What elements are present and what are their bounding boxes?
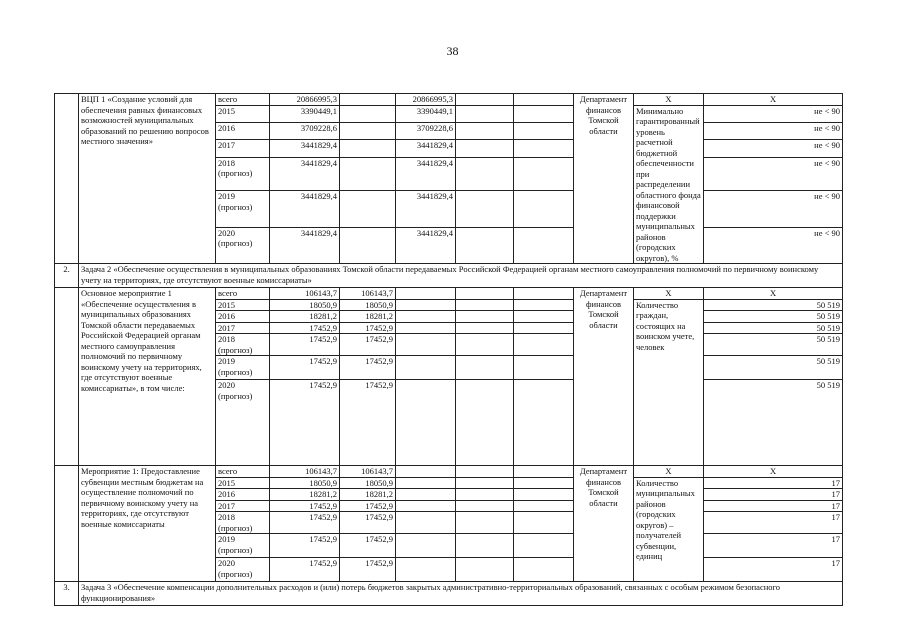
- task-text: Задача 2 «Обеспечение осуществления в муниципальных образованиях Томской области передаваемых Российской Федерацией органам местного самоуправления полномочий по первичному воинскому учету на территориях, где отсутствуют военные комиссариаты»: [79, 264, 843, 288]
- total-cell: 17452,9: [270, 380, 340, 466]
- year-cell: 2017: [216, 500, 270, 512]
- measure-name: Мероприятие 1: Предоставление субвенции местным бюджетам на осуществление полномочий по первичному воинскому учету на территориях, где отсутствуют военные комиссариаты: [79, 466, 216, 582]
- fed-budget-cell: 17452,9: [340, 512, 396, 534]
- indicator-header: X: [634, 94, 704, 106]
- indicator-value: 50 519: [704, 380, 843, 466]
- local-budget-cell: [456, 500, 514, 512]
- year-cell: 2015: [216, 477, 270, 489]
- year-cell: 2018 (прогноз): [216, 157, 270, 190]
- indicator-value: 17: [704, 534, 843, 558]
- local-budget-cell: [456, 489, 514, 501]
- indicator-value: не < 90: [704, 191, 843, 227]
- reg-budget-cell: 20866995,3: [396, 94, 456, 106]
- local-budget-cell: [456, 191, 514, 227]
- reg-budget-cell: [396, 489, 456, 501]
- fed-budget-cell: [340, 122, 396, 139]
- year-cell: 2017: [216, 322, 270, 334]
- other-cell: [514, 489, 574, 501]
- reg-budget-cell: 3441829,4: [396, 140, 456, 157]
- fed-budget-cell: [340, 94, 396, 106]
- local-budget-cell: [456, 466, 514, 478]
- local-budget-cell: [456, 534, 514, 558]
- row-number: [55, 288, 79, 466]
- local-budget-cell: [456, 299, 514, 311]
- other-cell: [514, 94, 574, 106]
- indicator-value: 17: [704, 477, 843, 489]
- indicator-value: не < 90: [704, 227, 843, 263]
- year-cell: 2016: [216, 122, 270, 139]
- reg-budget-cell: 3441829,4: [396, 191, 456, 227]
- other-cell: [514, 380, 574, 466]
- indicator-value: 17: [704, 500, 843, 512]
- total-cell: 3441829,4: [270, 157, 340, 190]
- total-cell: 17452,9: [270, 500, 340, 512]
- total-cell: 17452,9: [270, 558, 340, 582]
- indicator-value: не < 90: [704, 157, 843, 190]
- fed-budget-cell: 17452,9: [340, 534, 396, 558]
- other-cell: [514, 334, 574, 356]
- total-cell: 17452,9: [270, 512, 340, 534]
- indicator-name: Количество граждан, состоящих на воинском учете, человек: [634, 299, 704, 466]
- task-row: [55, 582, 843, 606]
- total-cell: 106143,7: [270, 288, 340, 300]
- other-cell: [514, 299, 574, 311]
- indicator-value: не < 90: [704, 122, 843, 139]
- total-cell: 3441829,4: [270, 191, 340, 227]
- other-cell: [514, 288, 574, 300]
- other-cell: [514, 512, 574, 534]
- local-budget-cell: [456, 227, 514, 263]
- other-cell: [514, 311, 574, 323]
- task-text: Задача 3 «Обеспечение компенсации дополнительных расходов и (или) потерь бюджетов закрытых административно-территориальных образований, связанных с особым режимом безопасного функционирования»: [79, 582, 843, 606]
- total-cell: 106143,7: [270, 466, 340, 478]
- fed-budget-cell: [340, 105, 396, 122]
- fed-budget-cell: 17452,9: [340, 558, 396, 582]
- total-cell: 17452,9: [270, 322, 340, 334]
- other-cell: [514, 157, 574, 190]
- row-number: [55, 94, 79, 264]
- other-cell: [514, 500, 574, 512]
- total-cell: 18281,2: [270, 489, 340, 501]
- reg-budget-cell: [396, 477, 456, 489]
- total-cell: 17452,9: [270, 534, 340, 558]
- indicator-value: 50 519: [704, 334, 843, 356]
- year-cell: 2016: [216, 311, 270, 323]
- total-cell: 17452,9: [270, 356, 340, 380]
- year-cell: 2016: [216, 489, 270, 501]
- indicator-value: не < 90: [704, 105, 843, 122]
- fed-budget-cell: 17452,9: [340, 356, 396, 380]
- reg-budget-cell: [396, 322, 456, 334]
- year-cell: 2017: [216, 140, 270, 157]
- fed-budget-cell: 18050,9: [340, 477, 396, 489]
- fed-budget-cell: 18281,2: [340, 311, 396, 323]
- fed-budget-cell: [340, 227, 396, 263]
- local-budget-cell: [456, 288, 514, 300]
- local-budget-cell: [456, 157, 514, 190]
- reg-budget-cell: 3441829,4: [396, 157, 456, 190]
- executor-cell: Департамент финансов Томской области: [574, 466, 634, 582]
- total-cell: 3709228,6: [270, 122, 340, 139]
- reg-budget-cell: 3441829,4: [396, 227, 456, 263]
- local-budget-cell: [456, 122, 514, 139]
- reg-budget-cell: [396, 558, 456, 582]
- year-cell: 2020 (прогноз): [216, 558, 270, 582]
- year-cell: 2018 (прогноз): [216, 512, 270, 534]
- executor-cell: Департамент финансов Томской области: [574, 288, 634, 466]
- fed-budget-cell: [340, 157, 396, 190]
- local-budget-cell: [456, 322, 514, 334]
- reg-budget-cell: [396, 299, 456, 311]
- indicator-header: X: [634, 288, 704, 300]
- fed-budget-cell: 18050,9: [340, 299, 396, 311]
- reg-budget-cell: [396, 466, 456, 478]
- other-cell: [514, 534, 574, 558]
- indicator-value-header: X: [704, 466, 843, 478]
- indicator-value: 17: [704, 489, 843, 501]
- reg-budget-cell: [396, 334, 456, 356]
- year-cell: 2020 (прогноз): [216, 227, 270, 263]
- year-cell: 2015: [216, 299, 270, 311]
- reg-budget-cell: [396, 534, 456, 558]
- measure-name: ВЦП 1 «Создание условий для обеспечения равных финансовых возможностей муниципальных образований по решению вопросов местного значения»: [79, 94, 216, 264]
- fed-budget-cell: 17452,9: [340, 380, 396, 466]
- year-cell: 2015: [216, 105, 270, 122]
- year-cell: 2020 (прогноз): [216, 380, 270, 466]
- program-table: [54, 93, 843, 606]
- task-row: [55, 264, 843, 288]
- total-cell: 3441829,4: [270, 227, 340, 263]
- total-cell: 20866995,3: [270, 94, 340, 106]
- other-cell: [514, 477, 574, 489]
- indicator-name: Количество муниципальных районов (городских округов) – получателей субвенции, единиц: [634, 477, 704, 582]
- total-cell: 17452,9: [270, 334, 340, 356]
- indicator-header: X: [634, 466, 704, 478]
- year-cell: всего: [216, 94, 270, 106]
- indicator-name: Минимально гарантированный уровень расчетной бюджетной обеспеченности при распределении областного фонда финансовой поддержки муниципальных районов (городских округов), %: [634, 105, 704, 264]
- fed-budget-cell: 106143,7: [340, 466, 396, 478]
- table-row: [55, 466, 843, 478]
- fed-budget-cell: [340, 140, 396, 157]
- other-cell: [514, 322, 574, 334]
- table-row: [55, 288, 843, 300]
- other-cell: [514, 558, 574, 582]
- indicator-value-header: X: [704, 94, 843, 106]
- indicator-value: 17: [704, 512, 843, 534]
- total-cell: 3441829,4: [270, 140, 340, 157]
- local-budget-cell: [456, 558, 514, 582]
- reg-budget-cell: 3390449,1: [396, 105, 456, 122]
- executor-cell: Департамент финансов Томской области: [574, 94, 634, 264]
- row-number: [55, 466, 79, 582]
- reg-budget-cell: [396, 512, 456, 534]
- total-cell: 18050,9: [270, 477, 340, 489]
- other-cell: [514, 356, 574, 380]
- other-cell: [514, 466, 574, 478]
- fed-budget-cell: 18281,2: [340, 489, 396, 501]
- local-budget-cell: [456, 94, 514, 106]
- local-budget-cell: [456, 334, 514, 356]
- task-number: 3.: [55, 582, 79, 606]
- fed-budget-cell: 17452,9: [340, 500, 396, 512]
- reg-budget-cell: [396, 356, 456, 380]
- fed-budget-cell: 106143,7: [340, 288, 396, 300]
- reg-budget-cell: [396, 288, 456, 300]
- year-cell: всего: [216, 288, 270, 300]
- reg-budget-cell: [396, 500, 456, 512]
- local-budget-cell: [456, 356, 514, 380]
- year-cell: 2019 (прогноз): [216, 191, 270, 227]
- indicator-value: 50 519: [704, 322, 843, 334]
- other-cell: [514, 191, 574, 227]
- indicator-value: не < 90: [704, 140, 843, 157]
- fed-budget-cell: 17452,9: [340, 334, 396, 356]
- indicator-value: 50 519: [704, 299, 843, 311]
- reg-budget-cell: 3709228,6: [396, 122, 456, 139]
- measure-name: Основное мероприятие 1 «Обеспечение осуществления в муниципальных образованиях Томской области передаваемых Российской Федерацией органам местного самоуправления полномочий по первичному воинскому учету на территориях, где отсутствуют военные комиссариаты», в том числе:: [79, 288, 216, 466]
- reg-budget-cell: [396, 311, 456, 323]
- year-cell: 2019 (прогноз): [216, 534, 270, 558]
- total-cell: 18281,2: [270, 311, 340, 323]
- total-cell: 3390449,1: [270, 105, 340, 122]
- other-cell: [514, 140, 574, 157]
- local-budget-cell: [456, 105, 514, 122]
- indicator-value: 17: [704, 558, 843, 582]
- year-cell: 2018 (прогноз): [216, 334, 270, 356]
- reg-budget-cell: [396, 380, 456, 466]
- local-budget-cell: [456, 311, 514, 323]
- fed-budget-cell: [340, 191, 396, 227]
- page-number: 38: [446, 44, 459, 58]
- local-budget-cell: [456, 512, 514, 534]
- indicator-value: 50 519: [704, 356, 843, 380]
- fed-budget-cell: 17452,9: [340, 322, 396, 334]
- local-budget-cell: [456, 477, 514, 489]
- year-cell: всего: [216, 466, 270, 478]
- local-budget-cell: [456, 380, 514, 466]
- local-budget-cell: [456, 140, 514, 157]
- table-row: [55, 94, 843, 106]
- year-cell: 2019 (прогноз): [216, 356, 270, 380]
- other-cell: [514, 227, 574, 263]
- other-cell: [514, 122, 574, 139]
- task-number: 2.: [55, 264, 79, 288]
- total-cell: 18050,9: [270, 299, 340, 311]
- other-cell: [514, 105, 574, 122]
- indicator-value-header: X: [704, 288, 843, 300]
- indicator-value: 50 519: [704, 311, 843, 323]
